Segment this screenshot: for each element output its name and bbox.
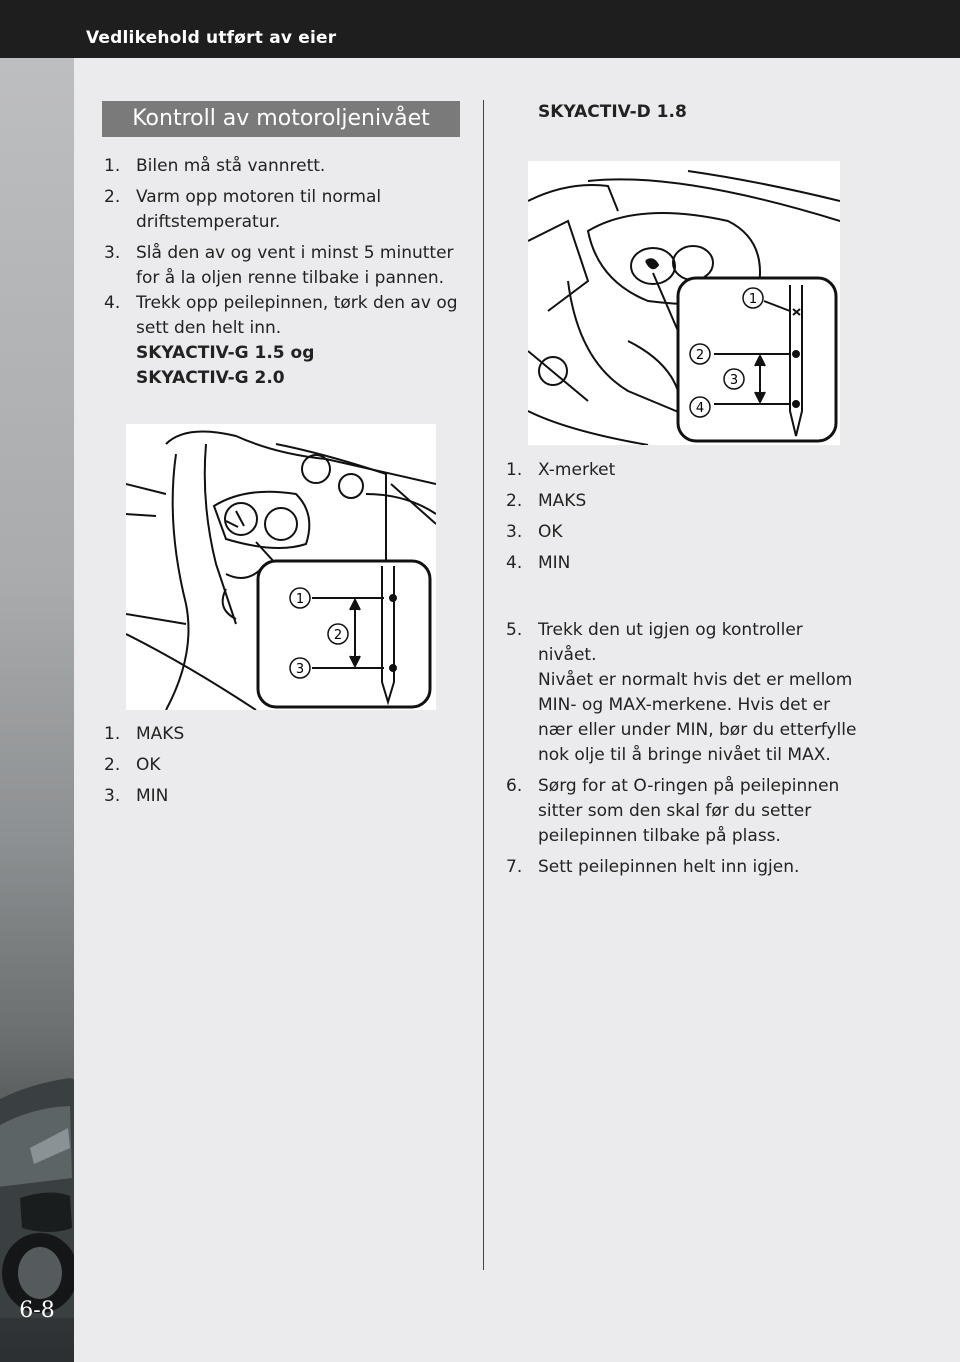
list-item: 1. Bilen må stå vannrett. [104,156,326,176]
right-steps [506,618,866,880]
step-detail: Nivået er normalt hvis det er mellom MIN- og MAX-merkene. Hvis det er nær eller under MIN, bør du etterfylle nok olje til å bringe nivået til MAX. [538,670,857,765]
dipstick-figure-g [126,424,436,710]
callout-label: 4 [695,401,705,416]
chapter-title: Vedlikehold utført av eier [86,28,337,48]
side-strip [0,58,74,1362]
list-item: 2. OK [104,755,161,775]
callout-label: 3 [729,373,739,388]
list-item: 7. Sett peilepinnen helt inn igjen. [506,857,800,877]
list-item: 6. Sørg for at O-ringen på peilepinnen sitter som den skal før du setter peilepinnen tilbake på plass. [506,776,840,846]
callout-label: 2 [695,348,705,363]
engine-label: SKYACTIV-G 1.5 og [136,343,315,363]
list-item: 2. MAKS [506,491,587,511]
dipstick-figure-d [528,161,840,445]
engine-label: SKYACTIV-G 2.0 [136,368,285,388]
section-heading: Kontroll av motoroljenivået [102,101,460,137]
left-legend [104,722,464,809]
list-item: 3. MIN [104,786,169,806]
list-item: 2. Varm opp motoren til normal driftstemperatur. [104,187,382,232]
engine-illustration [528,161,840,445]
list-item: 3. Slå den av og vent i minst 5 minutter for å la oljen renne tilbake i pannen. [104,243,454,288]
right-legend [506,458,906,576]
callout-label: 3 [295,662,305,677]
engine-illustration [126,424,436,710]
top-bar [0,0,960,58]
car-photo [0,1068,74,1318]
list-item: 1. X-merket [506,460,616,480]
callout-label: 1 [748,292,758,307]
column-divider [483,100,484,1270]
list-item: 4. Trekk opp peilepinnen, tørk den av og sett den helt inn. SKYACTIV-G 1.5 og SKYACTIV-G 2.0 [104,291,464,391]
list-item: 5. Trekk den ut igjen og kontroller nivået. Nivået er normalt hvis det er mellom MIN- og MAX-merkene. Hvis det er nær eller under MIN, bør du etterfylle nok olje til å bringe nivået til MAX. [506,618,866,768]
engine-label-d: SKYACTIV-D 1.8 [538,102,687,122]
callout-label: 2 [333,628,343,643]
list-item: 1. MAKS [104,724,185,744]
list-item: 4. MIN [506,553,571,573]
list-item: 3. OK [506,522,563,542]
left-steps [104,154,464,391]
callout-label: 1 [295,592,305,607]
page-number: 6-8 [19,1298,55,1323]
